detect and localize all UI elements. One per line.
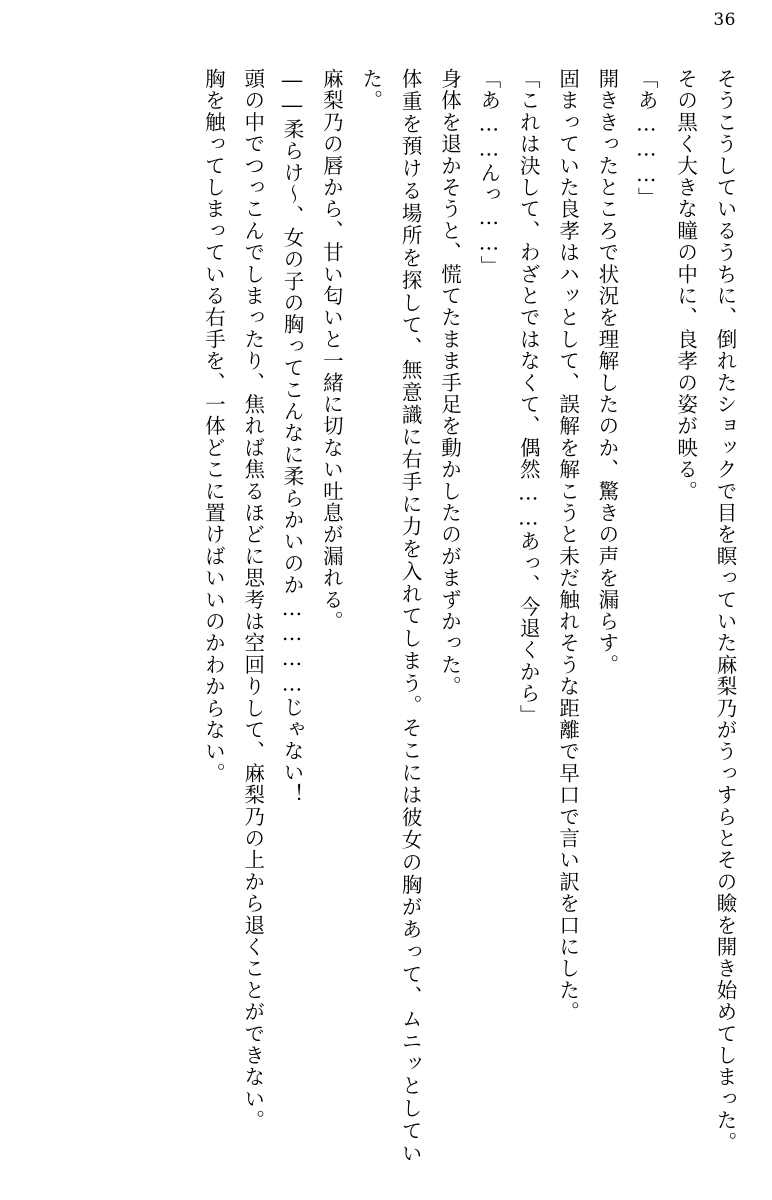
paragraph: そうこうしているうちに、倒れたショックで目を瞑っていた麻梨乃がうっすらとその瞼を開き始めてしまった。 xyxy=(713,68,737,1153)
paragraph: 麻梨乃の唇から、甘い匂いと一緒に切ない吐息が漏れる。 xyxy=(319,68,344,633)
paragraph: 体重を預ける場所を探して、無意識に右手に力を入れてしまう。そこには彼女の胸があって、ムニッとしていた。 xyxy=(358,68,423,1164)
body-text-block xyxy=(32,68,744,1164)
paragraph: 固まっていた良孝はハッとして、誤解を解こうと未だ触れそうな距離で早口で言い訳を口にした。 xyxy=(555,68,580,1023)
paragraph: ――柔らけ～、女の子の胸ってこんなに柔らかいのか…………じゃない！ xyxy=(280,68,305,806)
paragraph: 頭の中でつっこんでしまったり、焦れば焦るほどに思考は空回りして、麻梨乃の上から退くことができない。 xyxy=(240,68,265,1132)
paragraph: 胸を触ってしまっている右手を、一体どこに置けばいいのかわからない。 xyxy=(201,68,226,785)
paragraph: 身体を退かそうと、慌てたまま手足を動かしたのがまずかった。 xyxy=(437,68,462,698)
paragraph: 「あ……んっ……」 xyxy=(476,68,501,278)
paragraph: その黒く大きな瞳の中に、良孝の姿が映る。 xyxy=(673,68,698,502)
paragraph: 開ききったところで状況を理解したのか、驚きの声を漏らす。 xyxy=(594,68,619,676)
page-number: 36 xyxy=(713,10,736,30)
paragraph: 「あ………」 xyxy=(634,68,659,209)
paragraph: 「これは決して、わざとではなくて、偶然……あっ、今退くから」 xyxy=(516,68,541,726)
